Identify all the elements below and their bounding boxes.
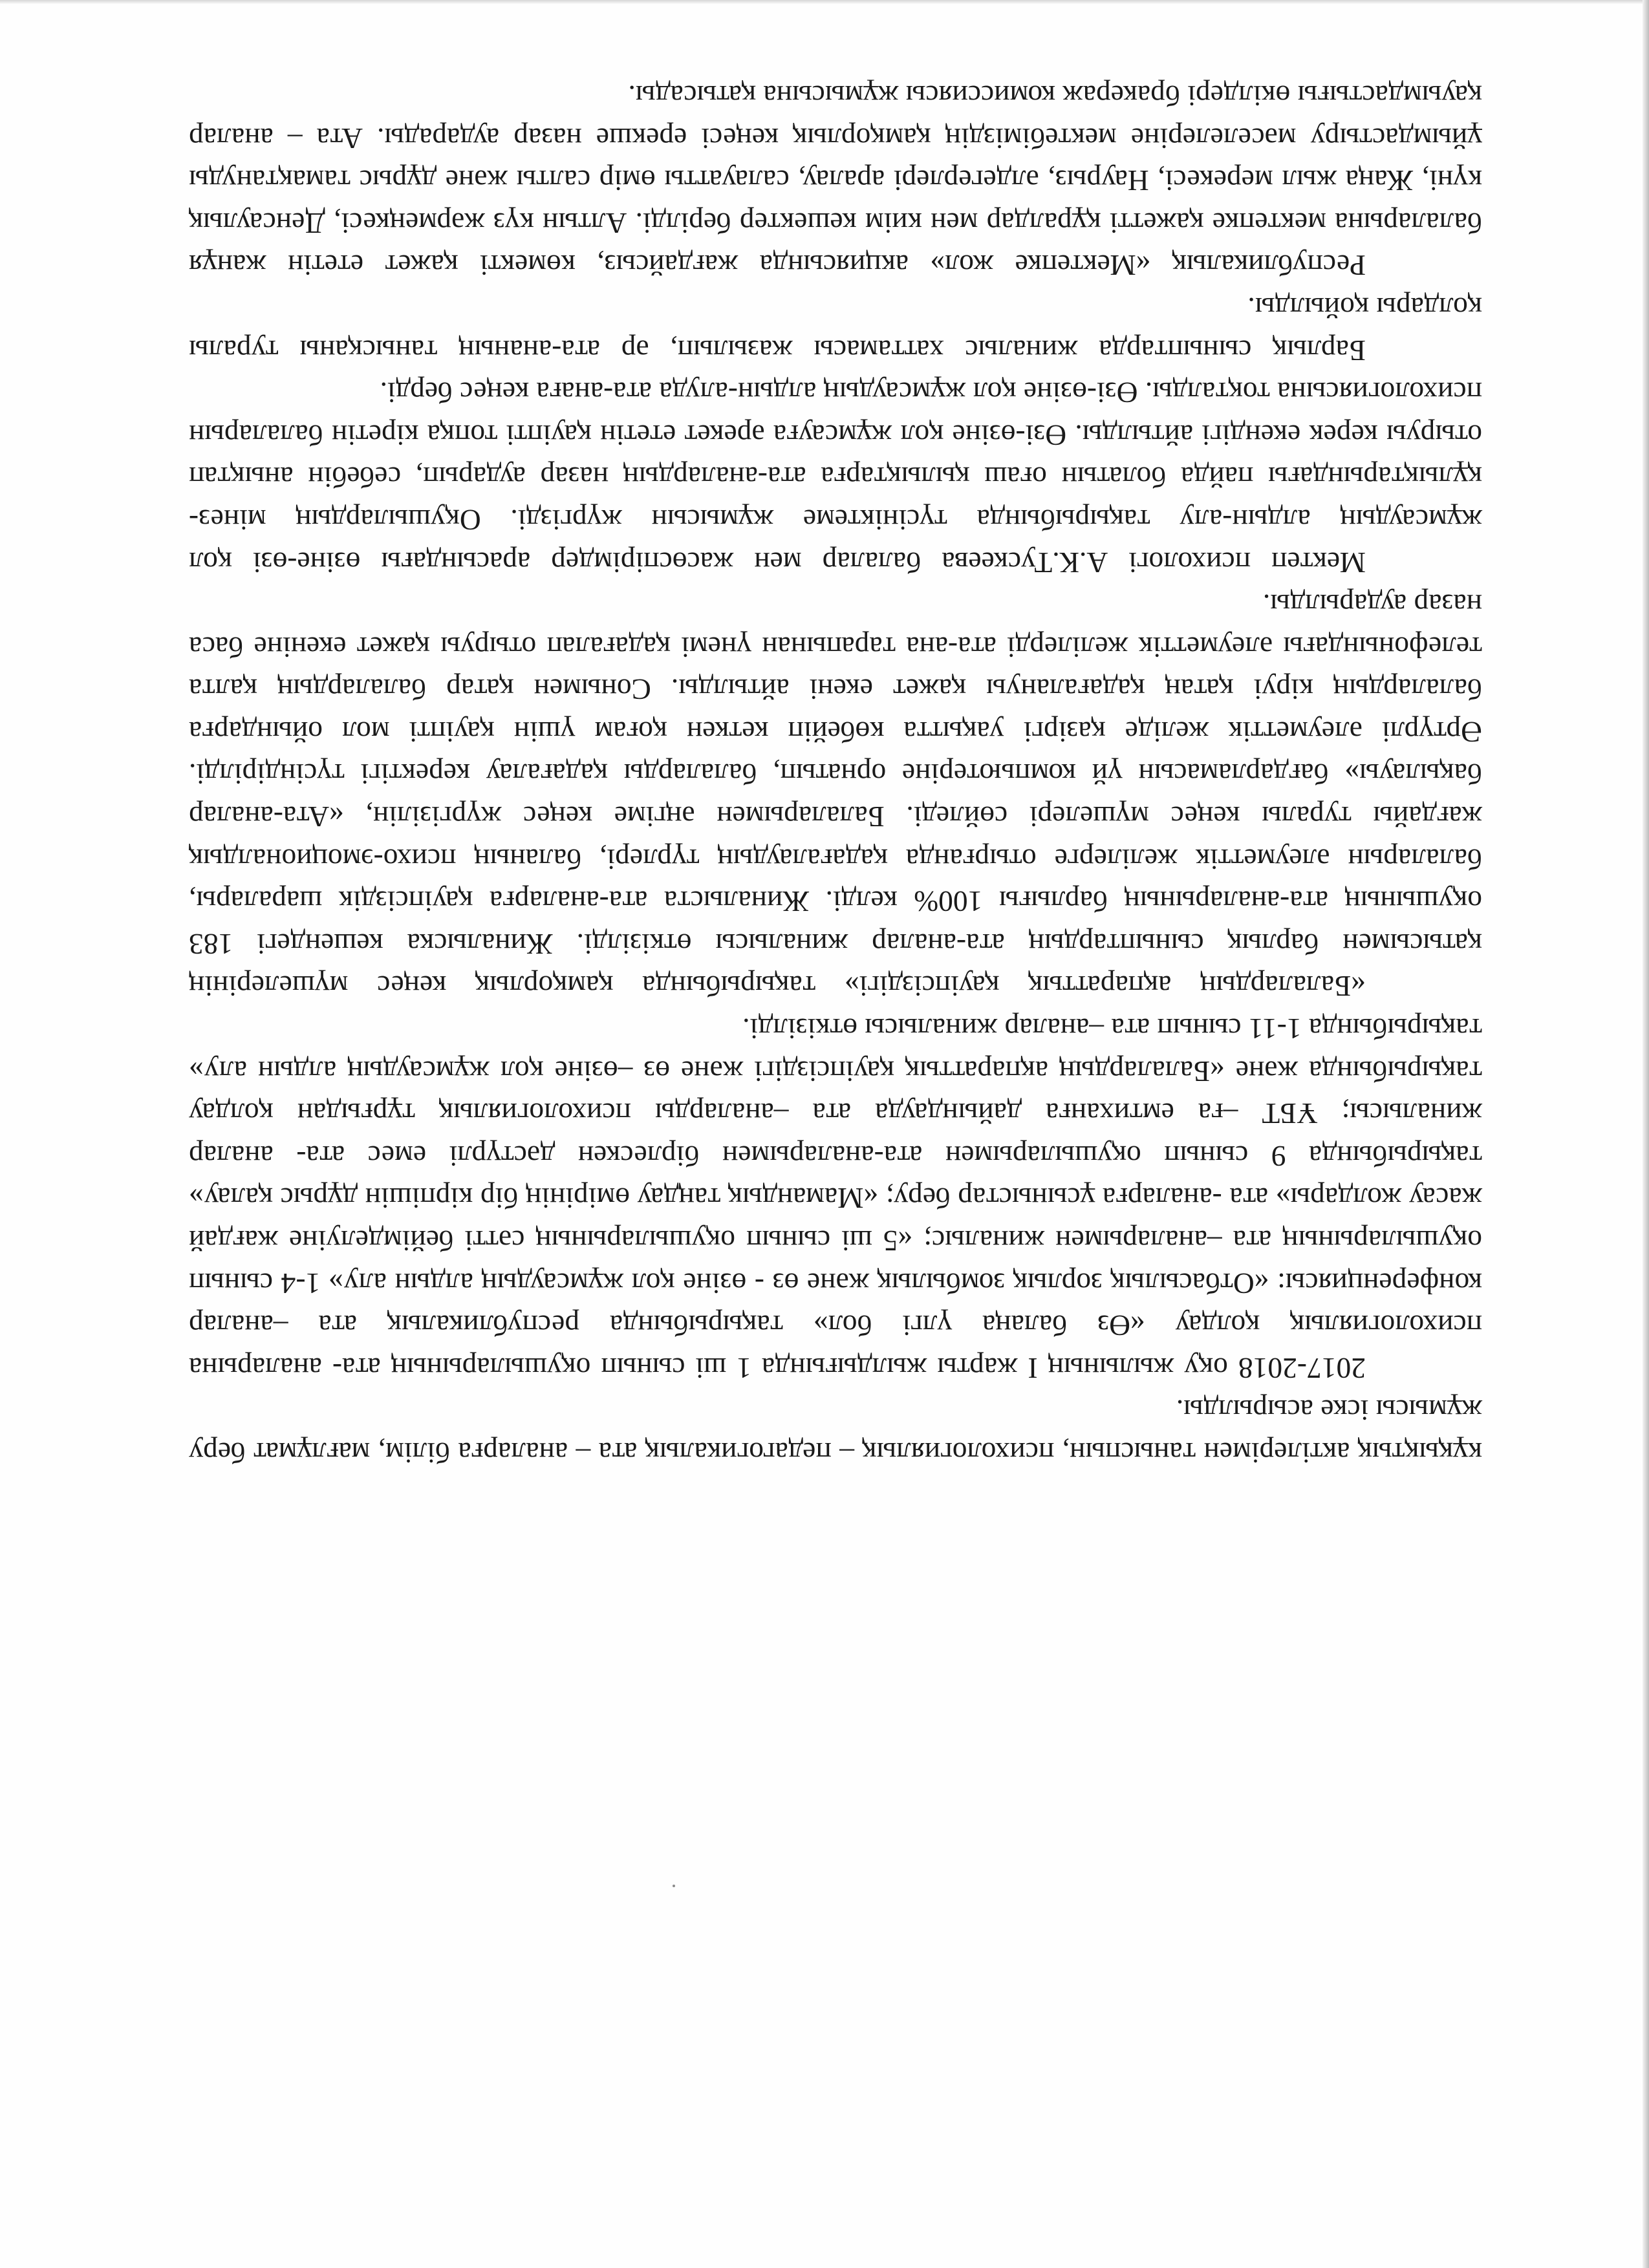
paragraph-6: Республикалық «Мектепке жол» акциясында жағдайсыз, көмекті қажет ететін жанұя балаларына мектепке қажетті құралдар мен киім кешектер берілді. Алтын күз жәрмеңкесі, Денсаулық күні, Жаңа жыл мерекесі, Наурыз, әлдегерлері аралау, салауатты өмір салты және дұрыс тамақтануды ұйымдастыру мәселелеріне мектебіміздің қамқорлық кеңесі ерекше назар аударады. Ата – аналар қауымдастығы өкілдері бракераж комиссиясы жұмысына қатысады. xyxy=(189,80,1482,283)
paragraph-5: Барлық сыныптарда жиналыс хаттамасы жазылып, әр ата-ананың танысқаны туралы қолдары қойылды. xyxy=(189,291,1482,367)
paragraph-4: Мектеп психологі А.К.Тускеева балалар мен жасөспірімдер арасындағы өзіне-өзі қол жұмсаудың алдын-алу тақырыбында түсініктеме жұмысын жүргізді. Оқушылардың мінез-құлықтарындағы пайда болатын оғаш қылықтарға ата-аналардың назар аударып, себебін анықтап отыруы керек екендігі айтылды. Өзі-өзіне қол жұмсауға әрекет ететін қауіпті топқа кіретін балаларын психологиясына тоқталды. Өзі-өзіне қол жұмсаудың алдын-алуда ата-анаға кеңес берді. xyxy=(189,376,1482,579)
paragraph-1: кұқықтық актілерімен таныспын, психологиялық – педагогикалық ата – аналарға білім, мағлұмат беру жұмысы іске асырылды. xyxy=(189,1394,1482,1470)
document-body xyxy=(189,74,1482,1474)
paragraph-2: 2017-2018 оқу жылының I жарты жылдығында 1 ші сынып оқушыларының ата- аналарына психологиялық қолдау «Өз балаңа үлгі бол» тақырыбында республикалық ата –аналар конференциясы: «Отбасылық зорлық зомбылық және өз - өзіне қол жұмсаудың алдын алу» 1-4 сынып оқушыларының ата –аналарымен жиналыс; «5 ші сынып оқушыларының сәтті бейімделуіне жағдай жасау жолдары» ата -аналарға ұсыныстар беру; «Мамандық таңдау өмірінің бір кірпішін дұрыс қалау» тақырыбында 9 сынып оқушыларымен ата-аналарымен бірлескен дәстүрлі емес ата- аналар жиналысы; ҰБТ –ға емтиханға дайындауда ата –аналарды психологиялық тұрғыдан қолдау тақырыбында және «Балалардың ақпараттық қауіпсіздігі және өз –өзіне қол жұмсаудың алдын алу» тақырыбында 1-11 сынып ата –аналар жиналысы өткізілді. xyxy=(189,1012,1482,1385)
paragraph-3: «Балалардың ақпараттық қауіпсіздігі» тақырыбында қамқорлық кеңес мүшелерінің қатысымен барлық сыныптардың ата-аналар жиналысы өткізілді. Жиналыска кешендегі 183 оқушының ата-аналарының барлығы 100% келді. Жиналыста ата-аналарға қауіпсіздік шаралары, балаларын әлеуметтік желілерге отырғанда қадағалаудың түрлері, баланың психо-эмоционалдық жағдайы туралы кеңес мүшелері сөйледі. Балаларымен әңгіме кеңес жүргізілін, «Ата-аналар бақылауы» бағдарламасын үй компьютеріне орнатып, балаларды қадағалау керектігі түсіндірілді. Әртүрлі әлеуметтік желіде қазіргі уақытта көбейіп кеткен қоғам үшін қауіпті мол ойындарға балалардың кіруі қатаң қадағалануы қажет екені айтылды. Сонымен қатар балалардың қалта телефонындағы әлеуметтік желілерді ата-ана тарапынан үнемі қадағалап отыруы қажет екеніне баса назар аударылды. xyxy=(189,588,1482,1003)
